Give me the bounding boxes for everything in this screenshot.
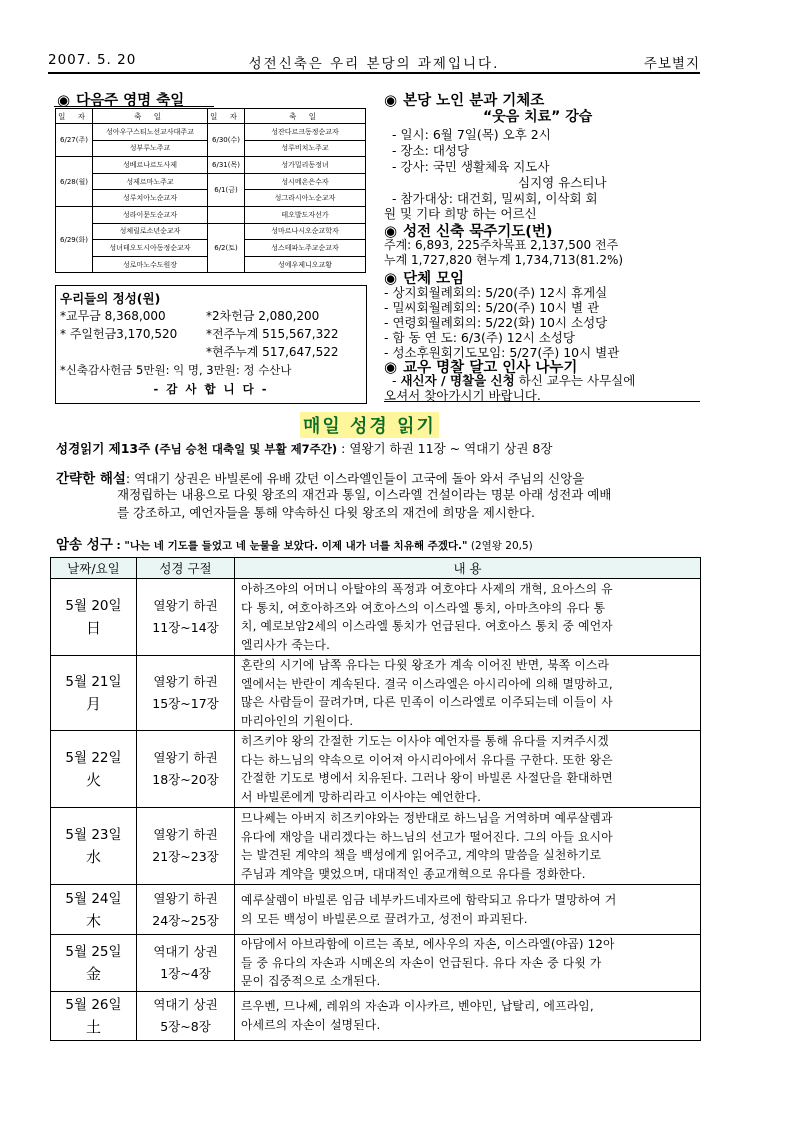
elderly-target: 원 및 기타 희망 하는 어르신: [384, 206, 537, 221]
offering-line: *현주누계 517,647,522: [206, 345, 339, 359]
weekday-text: 水: [85, 848, 101, 866]
prayer-line: 주계: 6,893, 225주차목표 2,137,500 전주: [384, 238, 619, 252]
offering-line: * 주일헌금3,170,520: [60, 327, 178, 341]
greeting-line: - 새신자 / 명찰을 신청 하신 교우는 사무실에: [392, 373, 636, 388]
content-line: 엘에서는 반란이 계속된다. 결국 이스라엘은 아시리아에 의해 멸망하고,: [241, 676, 613, 691]
chapter-text: 5장~8장: [160, 1018, 211, 1034]
right-column-rule: [384, 401, 700, 402]
row-content: [235, 935, 701, 992]
content-line: 아세르의 자손이 설명된다.: [241, 1017, 381, 1032]
memory-verse-text: : "나는 네 기도를 들었고 네 눈물을 보았다. 이제 내가 너를 치유해 주겠다.": [112, 540, 468, 552]
week-note: (주님 승천 대축일 및 부활 제7주간): [150, 442, 342, 456]
feast-name: 성잔다르크동정순교자: [245, 124, 366, 141]
content-line: 아하즈야의 어머니 아탈야의 폭정과 여호야다 사제의 개혁, 요아스의 유: [241, 582, 613, 596]
feast-name: 성아우구스티노선교사대주교: [93, 124, 208, 141]
book-text: 열왕기 하권: [153, 674, 218, 689]
book-text: 열왕기 하권: [153, 598, 218, 613]
col-feast-header: 축 일: [245, 109, 366, 124]
elderly-item: - 강사: 국민 생활체육 지도사: [392, 159, 550, 174]
row-date: [51, 579, 137, 656]
meeting-item: - 성소후원회기도모임: 5/27(주) 10시 별관: [384, 345, 620, 360]
explanation-label: 간략한 해설: [56, 471, 126, 487]
content-line: 많은 사람들이 끌려가며, 다른 민족이 이스라엘로 이주되는데 이들이 사: [241, 695, 613, 709]
feast-date: 6/1(금): [208, 173, 245, 206]
meeting-item: - 연령회월례회의: 5/22(화) 10시 소성당: [384, 315, 608, 330]
offering-line: *전주누계 515,567,322: [206, 327, 339, 341]
prayer-section-title: ◉ 성전 신축 묵주기도(번): [384, 222, 553, 240]
content-line: 주님과 계약을 맺었으며, 대대적인 종교개혁으로 유다를 정화한다.: [241, 866, 586, 881]
book-text: 열왕기 하권: [153, 750, 218, 765]
row-date: [51, 935, 137, 992]
feast-section-title: ◉ 다음주 영명 축일: [57, 91, 185, 109]
content-line: 므나쎄는 아버지 히즈키야와는 정반대로 하느님을 거역하며 예루살렘과: [241, 811, 613, 825]
explanation-line: 간략한 해설: 역대기 상권은 바빌론에 유배 갔던 이스라엘인들이 고국에 돌아 와서 주님의 신앙을: [56, 471, 585, 487]
row-content: [235, 656, 701, 731]
book-text: 역대기 상권: [153, 943, 218, 959]
feast-date: 6/31(목): [208, 157, 245, 174]
feast-date: 6/27(주): [56, 124, 93, 157]
date-text: 5월 20일: [65, 598, 122, 614]
chapter-text: 11장~14장: [152, 620, 219, 635]
prayer-line: 누계 1,727,820 현누계 1,734,713(81.2%): [384, 253, 624, 267]
content-line: 간절한 기도로 병에서 치유된다. 그러나 왕이 바빌론 사절단을 환대하면: [241, 771, 613, 785]
feast-date: 6/30(수): [208, 124, 245, 157]
feast-name: 성라이문도순교자: [93, 206, 208, 223]
week-range: : 열왕기 하권 11장 ~ 역대기 상권 8장: [341, 441, 553, 456]
row-date: [51, 991, 137, 1040]
explanation-line: 재정립하는 내용으로 다윗 왕조의 재건과 통일, 이스라엘 건설이라는 명분 아래 성전과 예배: [117, 487, 612, 502]
content-line: 다는 하느님의 약속으로 이어져 아시리아에서 유다를 구한다. 또한 왕은: [241, 752, 613, 767]
elderly-item: - 일시: 6월 7일(목) 오후 2시: [392, 127, 551, 142]
offering-line: *2차헌금 2,080,200: [206, 309, 320, 323]
row-content: [235, 991, 701, 1040]
content-line: 는 발견된 계약의 책을 백성에게 읽어주고, 계약의 말씀을 실천하기로: [241, 848, 602, 862]
elderly-instructor: 심지영 유스티나: [518, 175, 607, 190]
content-line: 르우벤, 므나쎄, 레위의 자손과 이사카르, 벤야민, 납탈리, 에프라임,: [241, 999, 594, 1013]
feast-name: 성루비치노주교: [245, 140, 366, 157]
table-row: [51, 885, 701, 935]
row-content: [235, 808, 701, 885]
reading-table: [50, 557, 701, 1041]
feast-table: [55, 108, 366, 273]
offering-line: *교무금 8,368,000: [60, 309, 166, 323]
row-verse: [137, 656, 235, 731]
col-date-header: 일 자: [208, 109, 245, 124]
table-row: [51, 935, 701, 992]
elderly-section-title: ◉ 본당 노인 분과 기체조: [384, 91, 545, 109]
weekday-text: 日: [85, 619, 101, 637]
date-text: 5월 21일: [65, 674, 122, 690]
header-date: 2007. 5. 20: [48, 52, 137, 68]
week-line: [56, 439, 552, 457]
col-header-content: 내 용: [235, 558, 701, 579]
table-row: [51, 656, 701, 731]
content-line: 유다에 재앙을 내리겠다는 하느님의 선고가 떨어진다. 그의 아들 요시아: [241, 829, 613, 844]
elderly-item: - 장소: 대성당: [392, 143, 470, 158]
content-line: 예루살렘이 바빌론 임금 네부카드네자르에 함락되고 유다가 멸망하여 거: [241, 893, 617, 907]
elderly-subtitle: “웃음 치료” 강습: [483, 109, 593, 125]
row-verse: [137, 935, 235, 992]
book-text: 열왕기 하권: [153, 827, 218, 842]
content-line: 문이 집중적으로 소개된다.: [241, 974, 381, 988]
header-rule: [48, 72, 700, 74]
content-line: 엘리사가 죽는다.: [241, 637, 331, 652]
date-text: 5월 25일: [65, 943, 122, 960]
meeting-item: - 밀씨회월례회의: 5/20(주) 10시 별 관: [384, 300, 600, 315]
greeting-line: 오셔서 찾아가시기 바랍니다.: [384, 388, 541, 403]
row-content: [235, 885, 701, 935]
content-line: 치, 예로보암2세의 이스라엘 통치가 언급된다. 여호아스 통치 중 예언자: [241, 619, 613, 633]
elderly-target: - 참가대상: 대건회, 밀씨회, 이삭회 회: [392, 191, 598, 206]
feast-title-underline: [54, 106, 214, 107]
row-verse: [137, 579, 235, 656]
memory-verse-ref: (2열왕 20,5): [467, 540, 533, 552]
feast-date: 6/28(월): [56, 157, 93, 207]
row-date: [51, 808, 137, 885]
row-content: [235, 731, 701, 808]
row-date: [51, 731, 137, 808]
feast-date: 6/2(토): [208, 223, 245, 273]
bullet-icon: ◉: [384, 91, 398, 109]
feast-name: 성에우제니오교황: [245, 256, 366, 273]
weekday-text: 月: [85, 695, 101, 713]
book-text: 열왕기 하권: [153, 890, 218, 906]
content-line: 히즈키야 왕의 간절한 기도는 이사야 예언자를 통해 유다를 지켜주시겠: [241, 734, 609, 748]
offering-box: [55, 285, 367, 404]
book-text: 역대기 상권: [153, 996, 218, 1012]
greeting-section-title: ◉ 교우 명찰 달고 인사 나누기: [384, 358, 578, 376]
chapter-text: 15장~17장: [152, 696, 219, 711]
row-verse: [137, 808, 235, 885]
feast-name: 성녀테오도시아동정순교자: [93, 240, 208, 257]
col-header-verse: 성경 구절: [137, 558, 235, 579]
date-text: 5월 24일: [65, 890, 122, 907]
date-text: 5월 26일: [65, 996, 122, 1013]
feast-name: 성시메온은수자: [245, 173, 366, 190]
offering-thanks: - 감 사 합 니 다 -: [153, 382, 269, 396]
date-text: 5월 22일: [65, 750, 122, 766]
col-date-header: 일 자: [56, 109, 93, 124]
feast-name: 성체릴로소년순교자: [93, 223, 208, 240]
date-text: 5월 23일: [65, 827, 122, 843]
feast-date: [208, 206, 245, 223]
chapter-text: 1장~4장: [160, 965, 211, 981]
content-line: 혼란의 시기에 남쪽 유다는 다윗 왕조가 계속 이어진 반면, 북쪽 이스라: [241, 658, 610, 672]
content-line: 의 모든 백성이 바빌론으로 끌려가고, 성전이 파괴된다.: [241, 911, 528, 926]
table-row: [51, 731, 701, 808]
meetings-section-title: ◉ 단체 모임: [384, 269, 465, 287]
weekday-text: 土: [85, 1017, 101, 1036]
col-feast-header: 축 일: [93, 109, 208, 124]
meeting-item: - 함 동 연 도: 6/3(주) 12시 소성당: [384, 330, 575, 345]
table-row: [51, 991, 701, 1040]
feast-name: 성그라시아노순교자: [245, 190, 366, 207]
bullet-icon: ◉: [384, 222, 398, 240]
row-verse: [137, 731, 235, 808]
header-label: 주보별지: [643, 56, 700, 72]
weekday-text: 木: [85, 911, 101, 930]
bullet-icon: ◉: [384, 269, 398, 287]
table-row: [51, 808, 701, 885]
header-slogan: 성전신축은 우리 본당의 과제입니다.: [248, 56, 500, 72]
daily-reading-title: 매일 성경 읽기: [300, 412, 439, 438]
weekday-text: 火: [85, 771, 101, 789]
row-verse: [137, 885, 235, 935]
row-verse: [137, 991, 235, 1040]
explanation-line: 를 강조하고, 예언자들을 통해 약속하신 다윗 왕조의 재건에 희망을 제시한다.: [117, 505, 536, 520]
feast-name: 성제르마노주교: [93, 173, 208, 190]
feast-name: 성마르나시오순교학자: [245, 223, 366, 240]
feast-name: 성로마노수도원장: [93, 256, 208, 273]
feast-date: 6/29(화): [56, 206, 93, 272]
row-date: [51, 885, 137, 935]
week-label: 성경읽기 제13주: [56, 441, 151, 456]
content-line: 들 중 유다의 자손과 시메온의 자손이 언급된다. 유다 자손 중 다윗 가: [241, 955, 602, 970]
content-line: 다 통치, 여호아하즈와 여호아스의 이스라엘 통치, 아마츠야의 유다 통: [241, 600, 606, 615]
content-line: 서 바빌론에게 망하리라고 이사야는 예언한다.: [241, 789, 482, 804]
feast-name: 성베르나르도사제: [93, 157, 208, 174]
feast-name: 테오발도자선가: [245, 206, 366, 223]
feast-name: 성루치아노순교자: [93, 190, 208, 207]
col-header-date: 날짜/요일: [51, 558, 137, 579]
bullet-icon: ◉: [57, 91, 71, 109]
feast-name: 성가밀리동정녀: [245, 157, 366, 174]
chapter-text: 24장~25장: [152, 912, 219, 928]
content-line: 마리아인의 기원이다.: [241, 713, 354, 728]
page-header: [48, 52, 700, 72]
offering-line: *신축감사헌금 5만원: 익 명, 3만원: 정 수산나: [60, 363, 292, 377]
row-date: [51, 656, 137, 731]
meeting-item: - 상지회월례회의: 5/20(주) 12시 휴게실: [384, 285, 608, 300]
chapter-text: 18장~20장: [152, 772, 219, 787]
memory-verse-label: 암송 성구: [56, 537, 113, 553]
bullet-icon: ◉: [384, 358, 398, 376]
feast-name: 성부루노주교: [93, 140, 208, 157]
memory-verse-line: [56, 533, 533, 553]
table-row: [51, 579, 701, 656]
offering-title: 우리들의 정성(원): [60, 291, 161, 306]
content-line: 아담에서 아브라함에 이르는 족보, 에사우의 자손, 이스라엘(야곱) 12아: [241, 937, 615, 951]
chapter-text: 21장~23장: [152, 849, 219, 864]
row-content: [235, 579, 701, 656]
feast-name: 성스테파노주교순교자: [245, 240, 366, 257]
weekday-text: 金: [85, 964, 101, 983]
